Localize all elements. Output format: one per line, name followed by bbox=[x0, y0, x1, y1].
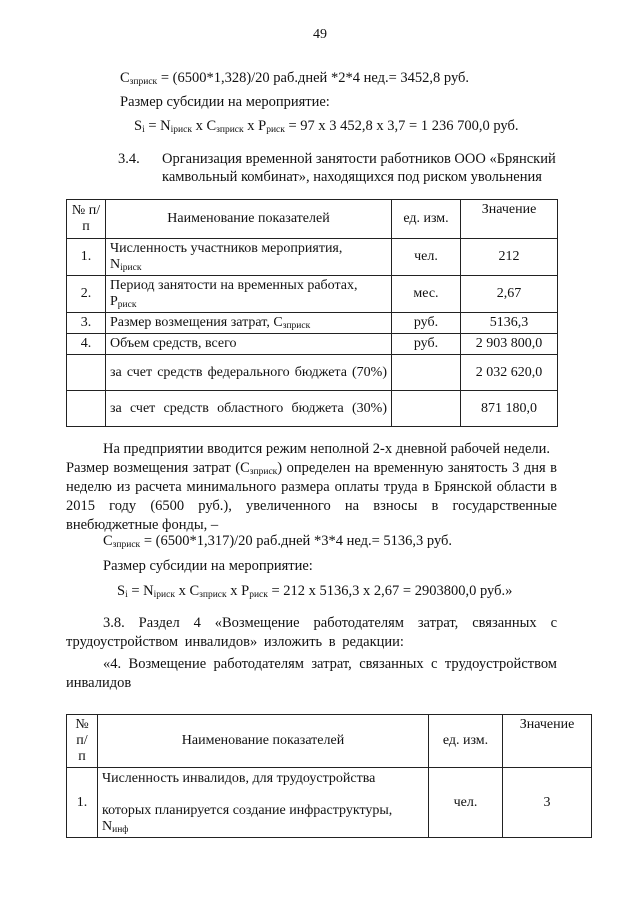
table-row bbox=[67, 391, 558, 427]
section-3-4-number: 3.4. bbox=[118, 151, 140, 167]
table-disabled-employment bbox=[66, 714, 592, 838]
row-value: 871 180,0 bbox=[461, 391, 558, 427]
row-name: за счет средств областного бюджета (30%) bbox=[106, 391, 392, 427]
formula-subsidy-1: $S_i = N_{iриск}$ x $С_{зприск}$ x $Р_{риск} = 97$ x 3 452,8 x 3,7 = 1 236 700,0 руб. bbox=[134, 118, 519, 135]
row-unit: руб. bbox=[392, 313, 461, 334]
table-row bbox=[67, 276, 558, 313]
row-unit-empty bbox=[392, 391, 461, 427]
row-name: за счет средств федерального бюджета (70%) bbox=[106, 355, 392, 391]
formula-cost-2: $С_{зприск} = (6500*1,317)/20$ раб.дней *3*4 нед.= 5136,3 руб. bbox=[103, 533, 453, 550]
header-value: Значение bbox=[461, 200, 558, 239]
formula-subsidy-2: $S_i = N_{iриск}$ x $С_{зприск}$ x $Р_{риск} = 212$ x 5136,3 x 2,67 = 2903800,0 руб.» bbox=[117, 583, 513, 600]
row-value: 3 bbox=[503, 768, 592, 838]
row-value: 5136,3 bbox=[461, 313, 558, 334]
row-num: 3. bbox=[67, 313, 106, 334]
row-unit: руб. bbox=[392, 334, 461, 355]
row-value: 2,67 bbox=[461, 276, 558, 313]
row-name: Размер возмещения затрат, $С_{зприск}$ bbox=[106, 313, 392, 334]
row-unit-empty bbox=[392, 355, 461, 391]
page-number: 49 bbox=[313, 27, 327, 42]
table-header-row bbox=[67, 200, 558, 239]
header-name: Наименование показателей bbox=[98, 715, 429, 768]
row-name: Численность участников мероприятия, $N_{iриск}$ bbox=[106, 239, 392, 276]
header-unit: ед. изм. bbox=[392, 200, 461, 239]
row-unit: чел. bbox=[429, 768, 503, 838]
row-name: Период занятости на временных работах, $Р_{риск}$ bbox=[106, 276, 392, 313]
section-3-4-title-line2: камвольный комбинат», находящихся под риском увольнения bbox=[162, 169, 542, 185]
table-row bbox=[67, 768, 592, 838]
row-name: Численность инвалидов, для трудоустройства которых планируется создание инфраструктуры, $N_{инф}$ bbox=[98, 768, 429, 838]
row-name: Объем средств, всего bbox=[106, 334, 392, 355]
table-temporary-employment bbox=[66, 199, 558, 427]
header-num: № п/ п bbox=[67, 715, 98, 768]
section-3-4-title-line1: Организация временной занятости работников ООО «Брянский bbox=[162, 151, 556, 167]
subsidy-label-2: Размер субсидии на мероприятие: bbox=[103, 558, 313, 574]
table-row bbox=[67, 334, 558, 355]
paragraph-section-4-title: «4. Возмещение работодателям затрат, связанных с трудоустройством инвалидов bbox=[66, 656, 557, 691]
row-num-empty bbox=[67, 355, 106, 391]
formula-cost-1: $С_{зприск} = (6500*1,328)/20$ раб.дней *2*4 нед.= 3452,8 руб. bbox=[120, 70, 470, 87]
table-row bbox=[67, 239, 558, 276]
header-unit: ед. изм. bbox=[429, 715, 503, 768]
header-num: № п/п bbox=[67, 200, 106, 239]
header-value: Значение bbox=[503, 715, 592, 768]
table-row bbox=[67, 313, 558, 334]
row-unit: чел. bbox=[392, 239, 461, 276]
header-name: Наименование показателей bbox=[106, 200, 392, 239]
row-num: 1. bbox=[67, 768, 98, 838]
row-value: 2 032 620,0 bbox=[461, 355, 558, 391]
row-num: 4. bbox=[67, 334, 106, 355]
table-header-row bbox=[67, 715, 592, 768]
row-num: 1. bbox=[67, 239, 106, 276]
row-num-empty bbox=[67, 391, 106, 427]
row-value: 212 bbox=[461, 239, 558, 276]
paragraph-cost-explanation: Размер возмещения затрат $(С_{зприск})$ определен на временную занятость 3 дня в неделю из расчета минимального размера оплаты труда в Брянской области в 2015 году (6500 руб.), увеличенного на взносы в государственные внебюджетные фонды, – bbox=[66, 460, 557, 533]
paragraph-regime: На предприятии вводится режим неполной 2-х дневной рабочей недели. bbox=[103, 441, 551, 457]
table-row bbox=[67, 355, 558, 391]
subsidy-label-1: Размер субсидии на мероприятие: bbox=[120, 94, 330, 110]
row-num: 2. bbox=[67, 276, 106, 313]
row-unit: мес. bbox=[392, 276, 461, 313]
paragraph-section-3-8: 3.8. Раздел 4 «Возмещение работодателям затрат, связанных с трудоустройством инвалидов» изложить в редакции: bbox=[66, 615, 557, 650]
row-value: 2 903 800,0 bbox=[461, 334, 558, 355]
